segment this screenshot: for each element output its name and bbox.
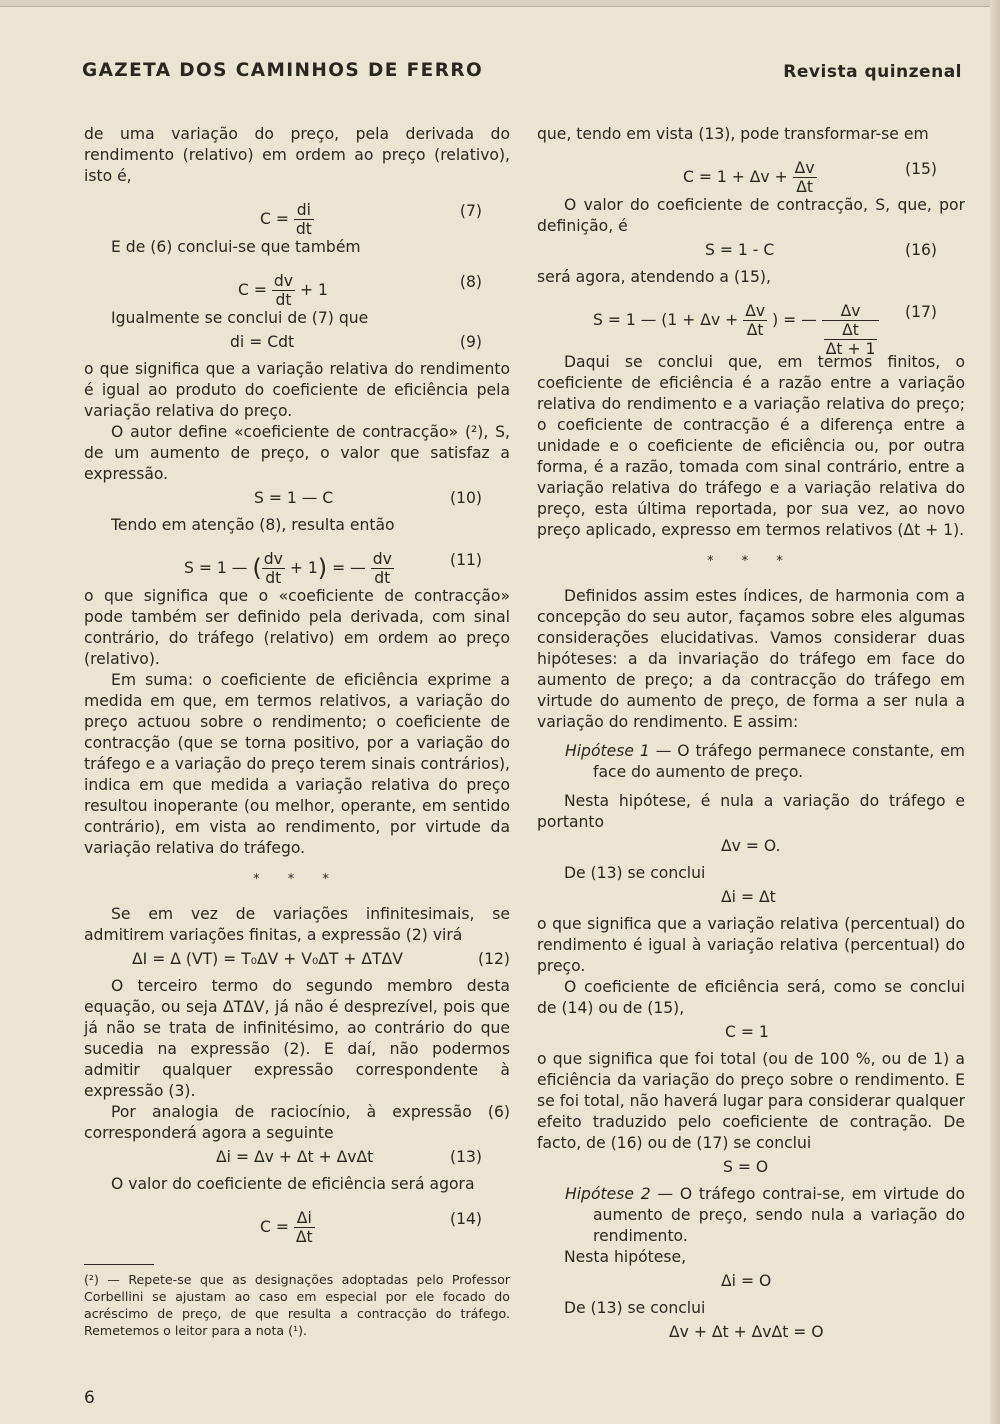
eq-expression: ΔI = Δ (VT) = T₀ΔV + V₀ΔT + ΔTΔV: [132, 950, 403, 968]
eq-expression: C = 1: [725, 1023, 769, 1041]
paragraph: que, tendo em vista (13), pode transformar-se em: [537, 125, 929, 143]
paragraph: o que significa que foi total (ou de 100 %, ou de 1) a eficiência da variação do preço sobre o rendimento. E se foi total, não haverá lugar para considerar qualquer efeito traduzido pelo coeficiente de contração. De facto, de (16) ou de (17) se conclui: [537, 1050, 965, 1152]
equation-tag: (17): [904, 303, 937, 321]
eq-part: ) = —: [772, 311, 817, 329]
page-spine-edge: [990, 0, 1000, 1424]
paragraph: Igualmente se conclui de (7) que: [111, 309, 369, 327]
paragraph: De (13) se conclui: [564, 1299, 706, 1317]
fraction: [262, 550, 285, 587]
paragraph: Em suma: o coeficiente de eficiência exprime a medida em que, em termos relativos, a variação do preço actuou sobre o rendimento; o coeficiente de contracção (que se torna positivo, por a variação do tráfego e a variação do preço terem sinais contrários), indica em que medida a variação relativa do preço resultou inoperante (ou melhor, operante, em sentido contrário), em vista ao rendimento, por virtude da variação relativa do tráfego.: [84, 671, 510, 857]
denominator: [822, 321, 880, 358]
right-column: [537, 124, 965, 1349]
equation-14: [84, 1198, 510, 1246]
equation: [537, 1022, 965, 1046]
denominator: Δt: [746, 321, 764, 339]
hypothesis-text: — O tráfego contrai-se, em virtude do aumento de preço, sendo nula a variação do rendimento.: [593, 1185, 966, 1245]
compound-fraction: [822, 302, 880, 358]
paragraph: o que significa que o «coeficiente de contracção» pode também ser definido pela derivada, com sinal contrário, do tráfego (relativo) em ordem ao preço (relativo).: [84, 587, 510, 668]
numerator: di: [294, 201, 314, 220]
equation-13: [84, 1147, 510, 1171]
paragraph: O valor do coeficiente de contracção, S, que, por definição, é: [537, 196, 965, 235]
equation-tag: (9): [459, 333, 482, 351]
paragraph: O valor do coeficiente de eficiência será agora: [111, 1175, 475, 1193]
denominator: dt: [295, 220, 312, 238]
eq-lhs: C =: [260, 1218, 289, 1236]
eq-expression: S = 1 - C: [705, 241, 775, 259]
paragraph: o que significa que a variação relativa do rendimento é igual ao produto do coeficiente de eficiência pela variação relativa do preço.: [84, 360, 510, 420]
page-number: 6: [84, 1388, 95, 1408]
equation-tag: (16): [904, 241, 937, 259]
paragraph: O terceiro termo do segundo membro desta equação, ou seja ΔTΔV, já não é desprezível, pois que já não se trata de infinitésimo, ao contrário do que sucedia na expressão (2). E daí, não podermos admitir qualquer expressão correspondente à expressão (3).: [84, 977, 510, 1100]
equation-17: [537, 291, 965, 358]
paragraph: Nesta hipótese, é nula a variação do tráfego e portanto: [537, 792, 965, 831]
hypothesis-label: Hipótese 1: [565, 742, 650, 760]
eq-expression: Δi = O: [721, 1272, 772, 1290]
hypothesis-1: [565, 741, 965, 783]
numerator: dv: [263, 550, 283, 568]
eq-lhs: C =: [238, 281, 267, 299]
eq-part: S = 1 — (1 + Δv +: [593, 311, 739, 329]
eq-expression: di = Cdt: [230, 333, 295, 351]
numerator: Δt: [824, 321, 878, 340]
equation-tag: (7): [459, 202, 482, 220]
numerator: dv: [273, 272, 294, 290]
eq-expression: S = 1 — C: [254, 489, 334, 507]
denominator: dt: [374, 569, 391, 587]
section-separator: * * *: [707, 554, 795, 569]
denominator: Δt + 1: [825, 340, 876, 358]
numerator: Δv: [822, 302, 880, 321]
eq-expression: Δv = O.: [721, 837, 781, 855]
numerator: Δi: [294, 1209, 315, 1228]
eq-expression: Δi = Δv + Δt + ΔvΔt: [216, 1148, 374, 1166]
paragraph: Definidos assim estes índices, de harmonia com a concepção do seu autor, façamos sobre eles algumas considerações elucidativas. Vamos considerar duas hipóteses: a da invariação do tráfego em face do aumento de preço; a da contracção do tráfego em virtude do aumento de preço, de forma a ser nula a variação do rendimento. E assim:: [537, 587, 965, 731]
equation-16: [537, 240, 965, 264]
paragraph: Se em vez de variações infinitesimais, se admitirem variações finitas, a expressão (2) virá: [84, 905, 510, 944]
equation-tag: (11): [449, 551, 482, 569]
numerator: Δv: [794, 159, 815, 177]
denominator: Δt: [796, 178, 813, 196]
equation-8: [84, 261, 510, 309]
equation: [537, 887, 965, 911]
eq-part: = —: [332, 559, 366, 577]
journal-title: GAZETA DOS CAMINHOS DE FERRO: [82, 60, 484, 81]
footnote: (²) — Repete-se que as designações adoptadas pelo Professor Corbellini se ajustam ao caso em especial por ele focado do acréscimo de preço, de que resulta a contracção do tráfego. Remetemos o leitor para a nota (¹).: [84, 1272, 510, 1338]
denominator: Δt: [295, 1228, 313, 1246]
footnote-rule: [84, 1264, 154, 1265]
paragraph: o que significa que a variação relativa (percentual) do rendimento é igual à variação relativa (percentual) do preço.: [537, 915, 965, 975]
equation: [537, 1157, 965, 1181]
hypothesis-text: — O tráfego permanece constante, em face do aumento de preço.: [593, 742, 965, 781]
eq-lhs: C = 1 + Δv +: [683, 168, 788, 186]
equation-tag: (13): [449, 1148, 482, 1166]
equation-tag: (10): [449, 489, 482, 507]
paragraph: Daqui se conclui que, em termos finitos, o coeficiente de eficiência é a razão entre a variação relativa do rendimento e a variação relativa do preço; o coeficiente de contracção é a diferença entre a unidade e o coeficiente de eficiência ou, por outra forma, é a razão, tomada com sinal contrário, entre a variação relativa do tráfego e a variação relativa do preço, esta última reportada, por sua vez, ao novo preço aplicado, expresso em termos relativos (Δt + 1).: [537, 353, 965, 539]
eq-part: + 1: [289, 559, 318, 577]
paragraph: O autor define «coeficiente de contracção» (²), S, de um aumento de preço, o valor que satisfaz a expressão.: [84, 423, 510, 483]
page-top-edge: [0, 0, 1000, 7]
equation: [537, 836, 965, 860]
left-column: [84, 124, 510, 1339]
paragraph: Nesta hipótese,: [564, 1248, 687, 1266]
eq-expression: Δi = Δt: [721, 888, 776, 906]
equation: [537, 1271, 965, 1295]
denominator: dt: [265, 569, 282, 587]
eq-rhs: + 1: [300, 281, 328, 299]
paragraph: será agora, atendendo a (15),: [537, 268, 771, 286]
equation-15: [537, 148, 965, 196]
paragraph: O coeficiente de eficiência será, como se conclui de (14) ou de (15),: [537, 978, 965, 1017]
fraction: [272, 272, 295, 309]
section-separator: * * *: [253, 872, 341, 887]
equation: [537, 1322, 965, 1346]
eq-lhs: C =: [260, 210, 289, 228]
paragraph: de uma variação do preço, pela derivada do rendimento (relativo) em ordem ao preço (relativo), isto é,: [84, 125, 510, 185]
equation-7: [84, 190, 510, 238]
equation-12: [84, 949, 510, 973]
journal-subtitle: Revista quinzenal: [783, 62, 962, 82]
fraction: [294, 201, 314, 238]
running-header: [82, 60, 962, 90]
paragraph: E de (6) conclui-se que também: [111, 238, 361, 256]
equation-tag: (15): [904, 160, 937, 178]
inner-fraction: [824, 321, 878, 358]
hypothesis-label: Hipótese 2: [565, 1185, 651, 1203]
equation-tag: (8): [459, 273, 482, 291]
eq-expression: S = O: [723, 1158, 769, 1176]
fraction: [294, 1209, 315, 1246]
hypothesis-2: [565, 1184, 965, 1247]
equation-tag: (12): [477, 950, 510, 968]
paragraph: Tendo em atenção (8), resulta então: [111, 516, 395, 534]
equation-11: S = 1 — ( $\frac{dv}{dt}$ + 1) = — $\frac{dv}{dt}$ (11): [184, 550, 482, 587]
equation-9: [84, 332, 510, 356]
fraction: [371, 550, 394, 587]
eq-part: S = 1 —: [184, 559, 248, 577]
denominator: dt: [275, 291, 292, 309]
paragraph: De (13) se conclui: [564, 864, 706, 882]
paragraph: Por analogia de raciocínio, à expressão (6) corresponderá agora a seguinte: [84, 1103, 510, 1142]
equation-tag: (14): [449, 1210, 482, 1228]
fraction: [743, 302, 767, 339]
eq-expression: Δv + Δt + ΔvΔt = O: [669, 1323, 824, 1341]
numerator: dv: [372, 550, 392, 568]
equation-10: [84, 488, 510, 512]
numerator: Δv: [745, 302, 766, 320]
fraction: [793, 159, 817, 196]
